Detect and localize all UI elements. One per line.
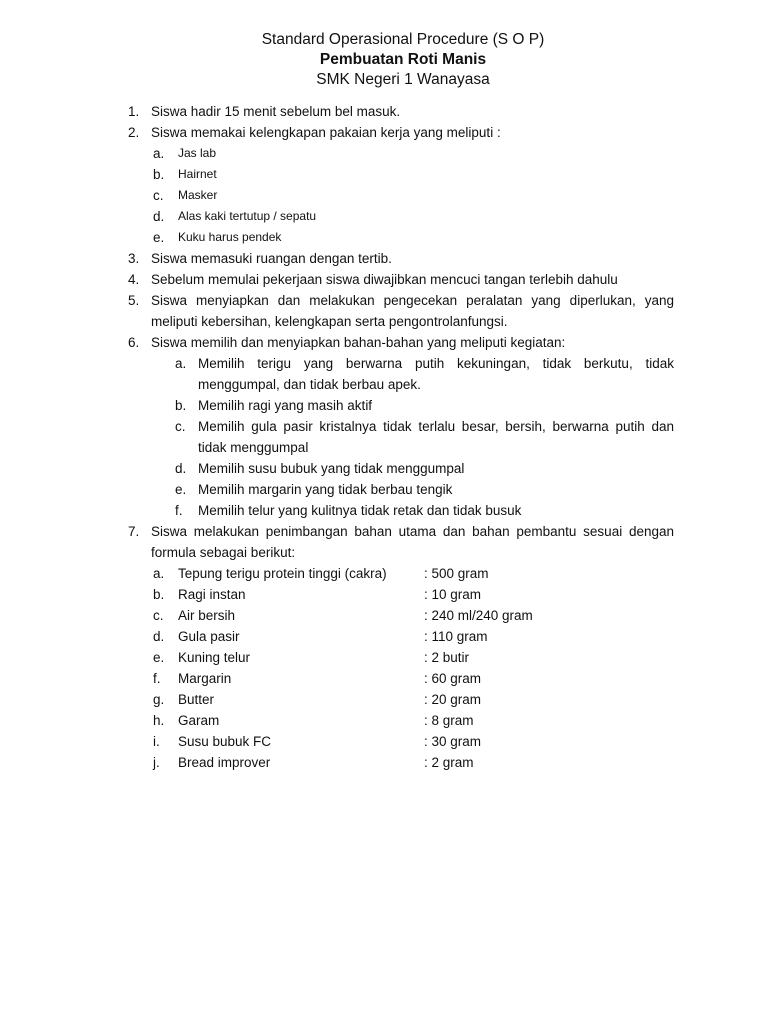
document-subtitle: Pembuatan Roti Manis bbox=[319, 51, 487, 68]
step-text: Siswa memasuki ruangan dengan tertib. bbox=[151, 251, 392, 266]
ingredient-amount: : 500 gram bbox=[424, 566, 489, 581]
ingredient-row bbox=[128, 626, 674, 647]
step-text: Siswa memilih dan menyiapkan bahan-bahan yang meliputi kegiatan: bbox=[151, 335, 566, 350]
ingredient-name: Gula pasir bbox=[178, 629, 240, 644]
step-item bbox=[128, 122, 674, 143]
sub-item bbox=[128, 353, 674, 395]
sub-item bbox=[128, 206, 674, 227]
sub-text: Memilih telur yang kulitnya tidak retak dan tidak busuk bbox=[198, 503, 522, 518]
ingredient-amount: : 2 gram bbox=[424, 755, 474, 770]
sub-letter: b. bbox=[153, 167, 165, 182]
sub-letter: d. bbox=[153, 209, 165, 224]
ingredient-row bbox=[128, 710, 674, 731]
ingredient-row bbox=[128, 605, 674, 626]
step-number: 5. bbox=[128, 293, 140, 308]
sub-letter: d. bbox=[175, 461, 187, 476]
sub-text: Jas lab bbox=[178, 146, 217, 160]
sub-letter: a. bbox=[153, 146, 165, 161]
step-text: Siswa melakukan penimbangan bahan utama dan bahan pembantu sesuai dengan formula sebagai berikut: bbox=[151, 524, 674, 560]
sub-text: Masker bbox=[178, 188, 218, 202]
sub-letter: f. bbox=[175, 503, 183, 518]
sub-letter: c. bbox=[175, 419, 186, 434]
step-text: Siswa menyiapkan dan melakukan pengecekan peralatan yang diperlukan, yang meliputi kebersihan, kelengkapan serta pengontrolanfungsi. bbox=[151, 293, 674, 329]
ingredient-amount: : 20 gram bbox=[424, 692, 482, 707]
sub-text: Memilih susu bubuk yang tidak menggumpal bbox=[198, 461, 465, 476]
sub-letter: b. bbox=[153, 587, 165, 602]
sub-text: Alas kaki tertutup / sepatu bbox=[178, 209, 317, 223]
ingredient-name: Margarin bbox=[178, 671, 232, 686]
sub-text: Kuku harus pendek bbox=[178, 230, 282, 244]
sub-letter: g. bbox=[153, 692, 165, 707]
sub-item bbox=[128, 227, 674, 248]
sub-letter: e. bbox=[153, 650, 165, 665]
ingredient-amount: : 30 gram bbox=[424, 734, 482, 749]
sub-letter: a. bbox=[175, 356, 187, 371]
ingredient-row bbox=[128, 563, 674, 584]
sub-letter: e. bbox=[153, 230, 165, 245]
ingredient-amount: : 110 gram bbox=[424, 629, 488, 644]
ingredient-row bbox=[128, 584, 674, 605]
ingredient-name: Bread improver bbox=[178, 755, 271, 770]
step-text: Siswa memakai kelengkapan pakaian kerja yang meliputi : bbox=[151, 125, 501, 140]
ingredient-row bbox=[128, 668, 674, 689]
step-item bbox=[128, 269, 674, 290]
step-text: Siswa hadir 15 menit sebelum bel masuk. bbox=[151, 104, 401, 119]
school-name: SMK Negeri 1 Wanayasa bbox=[316, 71, 490, 88]
ingredient-name: Butter bbox=[178, 692, 215, 707]
document-title: Standard Operasional Procedure (S O P) bbox=[261, 31, 545, 48]
step-text: Sebelum memulai pekerjaan siswa diwajibkan mencuci tangan terlebih dahulu bbox=[151, 272, 618, 287]
sub-letter: j. bbox=[153, 755, 160, 770]
document-header bbox=[0, 30, 768, 90]
sub-letter: c. bbox=[153, 188, 164, 203]
step-number: 6. bbox=[128, 335, 140, 350]
step-number: 4. bbox=[128, 272, 140, 287]
sub-item bbox=[128, 143, 674, 164]
sub-letter: d. bbox=[153, 629, 165, 644]
sub-item bbox=[128, 185, 674, 206]
sub-item bbox=[128, 458, 674, 479]
sub-letter: b. bbox=[175, 398, 187, 413]
sub-text: Memilih ragi yang masih aktif bbox=[198, 398, 373, 413]
ingredient-row bbox=[128, 731, 674, 752]
sub-text: Memilih gula pasir kristalnya tidak terlalu besar, bersih, berwarna putih dan tidak menggumpal bbox=[198, 419, 674, 455]
ingredient-name: Kuning telur bbox=[178, 650, 251, 665]
sub-item bbox=[128, 500, 674, 521]
ingredient-name: Tepung terigu protein tinggi (cakra) bbox=[178, 566, 387, 581]
step-number: 2. bbox=[128, 125, 140, 140]
ingredient-row bbox=[128, 647, 674, 668]
sub-letter: f. bbox=[153, 671, 161, 686]
sub-item bbox=[128, 416, 674, 458]
ingredient-row bbox=[128, 752, 674, 773]
ingredient-name: Susu bubuk FC bbox=[178, 734, 272, 749]
step-item bbox=[128, 521, 674, 563]
step-number: 1. bbox=[128, 104, 140, 119]
step-item bbox=[128, 332, 674, 353]
sub-letter: h. bbox=[153, 713, 165, 728]
ingredient-name: Air bersih bbox=[178, 608, 236, 623]
step-item bbox=[128, 290, 674, 332]
sub-text: Hairnet bbox=[178, 167, 217, 181]
sub-letter: i. bbox=[153, 734, 160, 749]
procedure-list bbox=[128, 101, 674, 773]
ingredient-amount: : 8 gram bbox=[424, 713, 474, 728]
ingredient-row bbox=[128, 689, 674, 710]
step-item bbox=[128, 101, 674, 122]
step-number: 3. bbox=[128, 251, 140, 266]
ingredient-amount: : 60 gram bbox=[424, 671, 482, 686]
ingredient-amount: : 10 gram bbox=[424, 587, 482, 602]
sub-letter: a. bbox=[153, 566, 165, 581]
sub-letter: c. bbox=[153, 608, 164, 623]
ingredient-amount: : 2 butir bbox=[424, 650, 470, 665]
sub-letter: e. bbox=[175, 482, 187, 497]
sub-text: Memilih terigu yang berwarna putih kekuningan, tidak berkutu, tidak menggumpal, dan tidak berbau apek. bbox=[198, 356, 674, 392]
sub-item bbox=[128, 479, 674, 500]
sub-item bbox=[128, 164, 674, 185]
ingredient-name: Ragi instan bbox=[178, 587, 246, 602]
sub-text: Memilih margarin yang tidak berbau tengik bbox=[198, 482, 453, 497]
step-item bbox=[128, 248, 674, 269]
sub-item bbox=[128, 395, 674, 416]
step-number: 7. bbox=[128, 524, 140, 539]
ingredient-amount: : 240 ml/240 gram bbox=[424, 608, 533, 623]
ingredient-name: Garam bbox=[178, 713, 220, 728]
